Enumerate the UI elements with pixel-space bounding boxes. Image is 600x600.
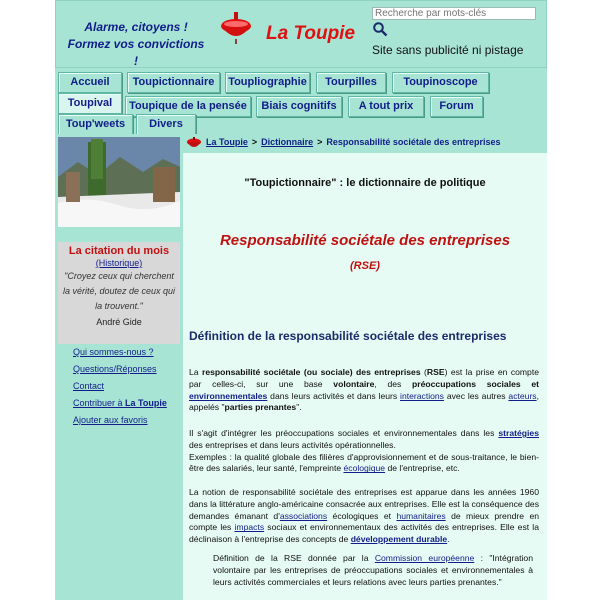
link-ajouter-favoris[interactable]: Ajouter aux favoris — [73, 415, 148, 425]
main-nav — [55, 68, 547, 134]
tab-forum[interactable]: Forum — [430, 96, 483, 117]
quote-line3: la trouvent." — [95, 301, 143, 311]
site-header — [55, 0, 547, 68]
tab-a-tout-prix[interactable]: A tout prix — [348, 96, 424, 117]
link-strategies[interactable]: stratégies — [498, 428, 539, 438]
paragraph-history: La notion de responsabilité sociétale des entreprises est apparue dans les années 1960 dans la littérature anglo-américaine consacrée aux entreprises. Elle est la conséquence des demandes émanant d'associations écologiques et humanitaires de mieux prendre en compte les impacts sociaux et environnementaux des activités des entreprises. Elle est la déclinaison à l'entreprise des concepts de développement durable. — [189, 487, 540, 545]
breadcrumb — [206, 137, 500, 147]
breadcrumb-sep: > — [251, 137, 258, 147]
decorative-photo — [58, 137, 180, 227]
tab-accueil[interactable]: Accueil — [58, 72, 122, 93]
link-commission-europeenne[interactable]: Commission européenne — [374, 553, 475, 563]
tab-tourpilles[interactable]: Tourpilles — [316, 72, 386, 93]
slogan-line1: Alarme, citoyens ! — [84, 20, 188, 34]
spinning-top-logo[interactable] — [219, 11, 253, 45]
link-contact[interactable]: Contact — [73, 381, 105, 391]
quote-line1: "Croyez ceux qui cherchent — [64, 271, 174, 281]
search-input[interactable] — [372, 7, 536, 20]
dictionary-title: "Toupictionnaire" : le dictionnaire de politique — [244, 177, 486, 189]
spinning-top-icon — [186, 137, 202, 150]
link-contribuer-prefix: Contribuer à — [73, 398, 126, 408]
link-ecologique[interactable]: écologique — [343, 463, 386, 474]
slogan-line2: Formez vos convictions ! — [67, 37, 205, 68]
tab-biais-cognitifs[interactable]: Biais cognitifs — [256, 96, 342, 117]
quote-history-link[interactable]: (Historique) — [95, 258, 143, 268]
link-humanitaires[interactable]: humanitaires — [396, 510, 446, 521]
page-subtitle: (RSE) — [350, 260, 380, 272]
side-links — [73, 344, 183, 429]
tab-toupival[interactable]: Toupival — [58, 93, 122, 114]
quote-title: La citation du mois — [68, 245, 170, 257]
breadcrumb-home[interactable]: La Toupie — [206, 137, 248, 147]
search-icon[interactable] — [372, 21, 388, 37]
link-acteurs[interactable]: acteurs — [508, 390, 537, 401]
quote-text — [58, 269, 180, 314]
page-title: Responsabilité sociétale des entreprises — [219, 232, 511, 249]
tagline: Site sans publicité ni pistage — [372, 43, 524, 57]
paragraph-strategies: Il s'agit d'intégrer les préoccupations sociales et environnementales dans les stratégies des entreprises et dans leurs activités opérationnelles. Exemples : la qualité globale des filières d'approvisionnement et de sous-traitance, le bien-être des salariés, leur santé, l'empreinte écologique de l'entreprise, etc. — [189, 428, 539, 474]
paragraph-definition: La responsabilité sociétale (ou sociale) des entreprises (RSE) est la prise en compte par celles-ci, sur une base volontaire, des préoccupations sociales et environnementales dans leurs activités et dans leurs interactions avec les autres acteurs, appelés "parties prenantes". — [189, 367, 540, 413]
link-contribuer[interactable] — [73, 395, 183, 412]
link-interactions[interactable]: interactions — [400, 390, 444, 401]
main-content — [183, 134, 547, 600]
tab-toupictionnaire[interactable]: Toupictionnaire — [127, 72, 220, 93]
tab-toupinoscope[interactable]: Toupinoscope — [392, 72, 489, 93]
breadcrumb-current: Responsabilité sociétale des entreprises — [326, 137, 501, 147]
breadcrumb-bar — [183, 134, 547, 153]
link-questions-reponses[interactable]: Questions/Réponses — [73, 364, 157, 374]
link-qui-sommes-nous[interactable]: Qui sommes-nous ? — [73, 347, 154, 357]
tab-toupique-pensee[interactable]: Toupique de la pensée — [125, 96, 251, 117]
breadcrumb-section[interactable]: Dictionnaire — [261, 137, 314, 147]
tab-divers[interactable]: Divers — [136, 114, 196, 135]
left-sidebar — [55, 134, 183, 600]
link-contribuer-bold: La Toupie — [125, 398, 167, 408]
link-impacts[interactable]: impacts — [234, 522, 265, 533]
paragraph-eu-definition: Définition de la RSE donnée par la Commission européenne : "Intégration volontaire par les entreprises de préoccupations sociales et environnementales à leurs activités commerciales et leurs relations avec leurs parties prenantes." — [213, 553, 533, 587]
site-name[interactable]: La Toupie — [266, 23, 356, 44]
tab-toupweets[interactable]: Toup'weets — [58, 114, 133, 135]
link-associations[interactable]: associations — [279, 510, 328, 521]
section-title: Définition de la responsabilité sociétale des entreprises — [189, 329, 507, 343]
quote-of-month — [58, 242, 180, 344]
tab-toupliographie[interactable]: Toupliographie — [225, 72, 310, 93]
quote-line2: la vérité, doutez de ceux qui — [62, 286, 176, 296]
breadcrumb-sep: > — [317, 137, 323, 147]
link-environnementales[interactable]: environnementales — [189, 390, 268, 401]
link-developpement-durable[interactable]: développement durable — [350, 534, 448, 545]
quote-author: André Gide — [96, 317, 142, 327]
slogan — [66, 19, 206, 70]
